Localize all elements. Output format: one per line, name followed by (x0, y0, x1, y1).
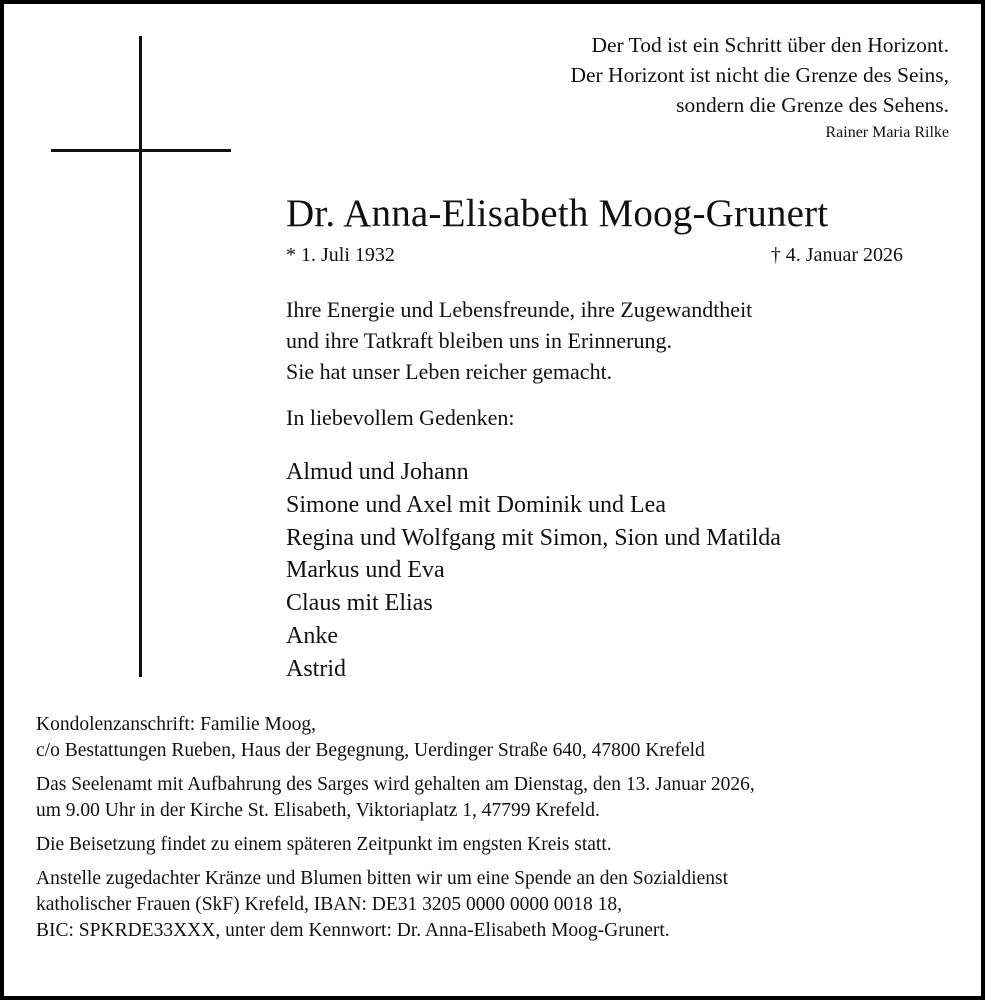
condolence-line: Kondolenzanschrift: Familie Moog, (36, 714, 316, 735)
cross-horizontal-bar (51, 149, 231, 152)
condolence-line: c/o Bestattungen Rueben, Haus der Begegnung, Uerdinger Straße 640, 47800 Krefeld (36, 740, 705, 761)
quote-author: Rainer Maria Rilke (825, 124, 949, 141)
deceased-name: Dr. Anna-Elisabeth Moog-Grunert (286, 192, 829, 235)
gedenken-label: In liebevollem Gedenken: (286, 405, 515, 430)
donation-line: Anstelle zugedachter Kränze und Blumen bitten wir um eine Spende an den Sozialdienst (36, 868, 729, 889)
service-line: um 9.00 Uhr in der Kirche St. Elisabeth, Viktoriaplatz 1, 47799 Krefeld. (36, 800, 600, 821)
mourner-item: Claus mit Elias (286, 590, 433, 617)
service-line: Das Seelenamt mit Aufbahrung des Sarges wird gehalten am Dienstag, den 13. Januar 2026, (36, 774, 755, 795)
service-info (36, 772, 956, 824)
mourner-item: Anke (286, 622, 338, 649)
cross-vertical-bar (139, 36, 142, 677)
death-date: † 4. Januar 2026 (770, 244, 903, 266)
birth-date: * 1. Juli 1932 (286, 244, 395, 266)
quote-line: Der Horizont ist nicht die Grenze des Seins, (570, 63, 949, 87)
mourner-item: Astrid (286, 655, 346, 682)
quote-line: sondern die Grenze des Sehens. (676, 93, 949, 117)
donation-info (36, 866, 956, 944)
tribute-line: Sie hat unser Leben reicher gemacht. (286, 359, 613, 384)
notice-footer (36, 712, 956, 952)
donation-line: katholischer Frauen (SkF) Krefeld, IBAN: DE31 3205 0000 0000 0018 18, (36, 894, 622, 915)
burial-line: Die Beisetzung findet zu einem späteren Zeitpunkt im engsten Kreis statt. (36, 834, 612, 855)
mourner-item: Simone und Axel mit Dominik und Lea (286, 491, 666, 518)
quote-line: Der Tod ist ein Schritt über den Horizont. (591, 33, 949, 57)
condolence-address (36, 712, 956, 764)
tribute-line: und ihre Tatkraft bleiben uns in Erinnerung. (286, 328, 673, 353)
mourner-item: Almud und Johann (286, 459, 469, 485)
tribute-line: Ihre Energie und Lebensfreunde, ihre Zugewandtheit (286, 297, 753, 322)
burial-info (36, 832, 956, 858)
mourner-item: Regina und Wolfgang mit Simon, Sion und Matilda (286, 524, 781, 551)
mourners-list (286, 456, 781, 686)
life-dates (286, 241, 903, 269)
tribute-text (286, 294, 752, 387)
donation-line: BIC: SPKRDE33XXX, unter dem Kennwort: Dr. Anna-Elisabeth Moog-Grunert. (36, 920, 670, 941)
mourner-item: Markus und Eva (286, 557, 445, 584)
rilke-quote (570, 30, 949, 146)
